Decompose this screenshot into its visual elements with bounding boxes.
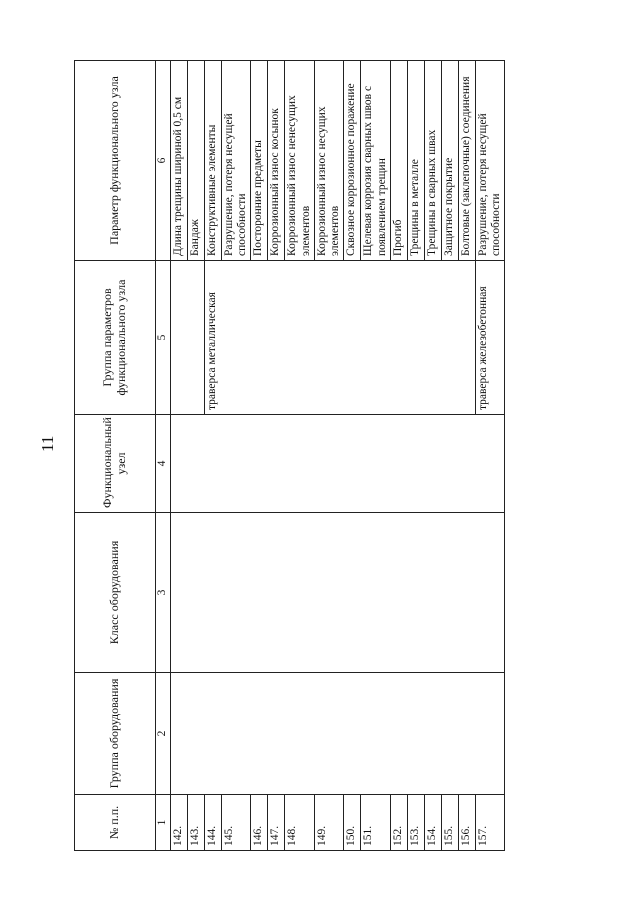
param-group-cell: траверса железобетонная <box>475 261 504 415</box>
param-cell: Посторонние предметы <box>251 61 268 261</box>
param-cell: Длина трещины шириной 0,5 см <box>171 61 188 261</box>
table-header-row <box>75 61 156 851</box>
row-num: 144. <box>205 795 222 851</box>
param-cell: Конструктивные элементы <box>205 61 222 261</box>
header-equipment-class: Класс оборудования <box>75 513 156 673</box>
row-num: 152. <box>390 795 407 851</box>
param-cell: Коррозионный износ косынок <box>268 61 285 261</box>
row-num: 148. <box>285 795 314 851</box>
page-number: 11 <box>38 435 57 452</box>
row-num: 145. <box>222 795 251 851</box>
param-cell: Разрушение, потеря несущей способности <box>222 61 251 261</box>
param-cell: Трещины в металле <box>407 61 424 261</box>
equipment-group-cell <box>171 673 505 795</box>
functional-unit-cell <box>171 415 505 513</box>
header-param-group: Группа параметров функционального узла <box>75 261 156 415</box>
equipment-class-cell <box>171 513 505 673</box>
row-num: 155. <box>441 795 458 851</box>
table-row <box>171 61 188 851</box>
param-cell: Щелевая коррозия сварных швов с появлением трещин <box>361 61 390 261</box>
param-cell: Защитное покрытие <box>441 61 458 261</box>
col-number: 6 <box>156 61 171 261</box>
row-num: 151. <box>361 795 390 851</box>
header-functional-unit: Функциональный узел <box>75 415 156 513</box>
param-cell: Трещины в сварных швах <box>424 61 441 261</box>
col-number: 1 <box>156 795 171 851</box>
header-param: Параметр функционального узла <box>75 61 156 261</box>
param-cell: Болтовые (заклепочные) соединения <box>458 61 475 261</box>
row-num: 150. <box>344 795 361 851</box>
row-num: 147. <box>268 795 285 851</box>
row-num: 146. <box>251 795 268 851</box>
equipment-parameters-table <box>74 60 505 851</box>
col-number: 3 <box>156 513 171 673</box>
param-cell: Коррозионный износ несущих элементов <box>314 61 343 261</box>
column-number-row <box>156 61 171 851</box>
param-cell: Коррозионный износ ненесущих элементов <box>285 61 314 261</box>
row-num: 157. <box>475 795 504 851</box>
row-num: 153. <box>407 795 424 851</box>
header-num: № п.п. <box>75 795 156 851</box>
row-num: 156. <box>458 795 475 851</box>
row-num: 149. <box>314 795 343 851</box>
row-num: 143. <box>188 795 205 851</box>
col-number: 2 <box>156 673 171 795</box>
col-number: 4 <box>156 415 171 513</box>
rotated-table-sheet <box>74 61 574 851</box>
row-num: 154. <box>424 795 441 851</box>
param-cell: Сквозное коррозионное поражение <box>344 61 361 261</box>
row-num: 142. <box>171 795 188 851</box>
param-group-cell: траверса металлическая <box>205 261 476 415</box>
param-cell: Бандаж <box>188 61 205 261</box>
param-cell: Прогиб <box>390 61 407 261</box>
param-cell: Разрушение, потеря несущей способности <box>475 61 504 261</box>
param-group-cell <box>171 261 205 415</box>
header-equipment-group: Группа оборудования <box>75 673 156 795</box>
col-number: 5 <box>156 261 171 415</box>
